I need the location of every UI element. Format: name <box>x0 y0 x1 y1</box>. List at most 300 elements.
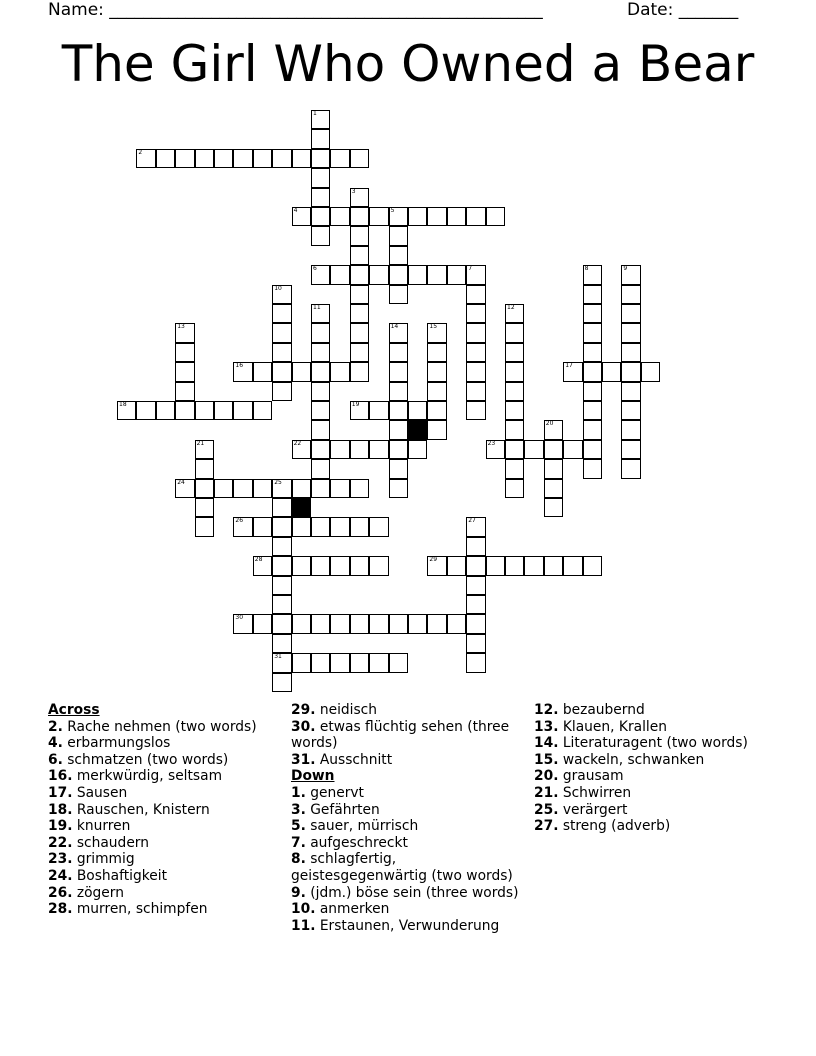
grid-cell[interactable] <box>156 149 175 168</box>
grid-cell[interactable] <box>214 479 233 498</box>
cell-number: 9 <box>623 265 628 273</box>
clue-text: zögern <box>72 884 124 901</box>
cell-number: 6 <box>313 265 317 273</box>
cell-number: 23 <box>487 439 496 447</box>
grid-cell[interactable] <box>369 653 388 672</box>
grid-cell[interactable] <box>292 207 311 226</box>
grid-cell[interactable] <box>136 401 155 420</box>
cell-number: 16 <box>235 362 244 370</box>
grid-cell[interactable] <box>311 382 330 401</box>
grid-cell[interactable] <box>583 382 602 401</box>
grid-cell[interactable] <box>117 401 136 420</box>
grid-cell[interactable] <box>427 323 446 342</box>
grid-cell[interactable] <box>350 343 369 362</box>
grid-cell[interactable] <box>311 226 330 245</box>
grid-cell[interactable] <box>311 614 330 633</box>
grid-cell[interactable] <box>466 614 485 633</box>
clue-item <box>291 851 531 884</box>
grid-cell[interactable] <box>350 556 369 575</box>
grid-cell[interactable] <box>350 265 369 284</box>
grid-cell[interactable] <box>466 537 485 556</box>
grid-cell[interactable] <box>505 323 524 342</box>
grid-cell[interactable] <box>175 323 194 342</box>
grid-cell[interactable] <box>311 323 330 342</box>
cell-number: 27 <box>468 517 476 525</box>
grid-cell[interactable] <box>427 420 446 439</box>
name-field-label[interactable]: Name: ___________________________________________________ <box>48 0 543 20</box>
cell-number: 11 <box>313 304 321 311</box>
grid-cell[interactable] <box>369 614 388 633</box>
grid-cell[interactable] <box>330 653 349 672</box>
grid-cell[interactable] <box>233 362 252 381</box>
grid-cell[interactable] <box>408 401 427 420</box>
clue-number: 23. <box>48 851 73 868</box>
grid-cell[interactable] <box>389 207 408 226</box>
grid-cell[interactable] <box>311 479 330 498</box>
grid-cell[interactable] <box>350 304 369 323</box>
clue-text: etwas flüchtig sehen (three words) <box>291 718 510 752</box>
grid-cell[interactable] <box>272 556 291 575</box>
grid-cell[interactable] <box>350 285 369 304</box>
grid-cell[interactable] <box>311 304 330 323</box>
grid-cell[interactable] <box>253 517 272 536</box>
grid-cell[interactable] <box>583 304 602 323</box>
grid-cell[interactable] <box>621 265 640 284</box>
clue-item <box>534 802 774 819</box>
clue-text: knurren <box>72 818 131 835</box>
grid-cell[interactable] <box>292 653 311 672</box>
grid-cell[interactable] <box>175 362 194 381</box>
clue-text: Gefährten <box>305 801 380 818</box>
grid-cell[interactable] <box>466 343 485 362</box>
grid-cell[interactable] <box>233 614 252 633</box>
cell-number: 26 <box>235 517 244 525</box>
grid-cell[interactable] <box>369 207 388 226</box>
grid-cell[interactable] <box>369 401 388 420</box>
grid-cell[interactable] <box>195 401 214 420</box>
grid-cell[interactable] <box>583 459 602 478</box>
grid-cell[interactable] <box>272 634 291 653</box>
grid-cell[interactable] <box>505 556 524 575</box>
grid-cell[interactable] <box>369 440 388 459</box>
grid-cell[interactable] <box>175 479 194 498</box>
grid-cell[interactable] <box>447 207 466 226</box>
grid-cell[interactable] <box>330 207 349 226</box>
grid-cell[interactable] <box>466 362 485 381</box>
grid-cell[interactable] <box>408 207 427 226</box>
grid-block <box>292 498 311 517</box>
grid-cell[interactable] <box>466 401 485 420</box>
grid-cell[interactable] <box>427 343 446 362</box>
grid-cell[interactable] <box>427 614 446 633</box>
grid-cell[interactable] <box>253 556 272 575</box>
clue-item <box>534 818 774 835</box>
grid-cell[interactable] <box>621 304 640 323</box>
grid-cell[interactable] <box>330 362 349 381</box>
grid-cell[interactable] <box>233 401 252 420</box>
grid-cell[interactable] <box>621 382 640 401</box>
cell-number: 20 <box>545 420 554 428</box>
clue-number: 5. <box>291 818 306 835</box>
grid-cell[interactable] <box>389 440 408 459</box>
grid-cell[interactable] <box>466 517 485 536</box>
grid-cell[interactable] <box>272 323 291 342</box>
clue-item <box>48 851 263 868</box>
clue-number: 15. <box>534 751 559 768</box>
grid-cell[interactable] <box>505 304 524 323</box>
clue-item <box>291 885 531 902</box>
cell-number: 4 <box>293 207 298 214</box>
cell-number: 1 <box>313 110 317 117</box>
grid-cell[interactable] <box>621 323 640 342</box>
grid-cell[interactable] <box>175 149 194 168</box>
clue-text: grausam <box>558 768 624 785</box>
grid-cell[interactable] <box>350 207 369 226</box>
grid-cell[interactable] <box>272 479 291 498</box>
grid-cell[interactable] <box>311 168 330 187</box>
grid-cell[interactable] <box>311 517 330 536</box>
grid-cell[interactable] <box>602 362 621 381</box>
grid-cell[interactable] <box>524 556 543 575</box>
grid-cell[interactable] <box>621 459 640 478</box>
grid-cell[interactable] <box>272 498 291 517</box>
grid-cell[interactable] <box>427 207 446 226</box>
grid-cell[interactable] <box>195 498 214 517</box>
grid-cell[interactable] <box>156 401 175 420</box>
clue-item <box>48 901 263 918</box>
grid-cell[interactable] <box>466 634 485 653</box>
clue-number: 16. <box>48 768 73 785</box>
grid-cell[interactable] <box>350 226 369 245</box>
grid-cell[interactable] <box>427 265 446 284</box>
grid-cell[interactable] <box>253 479 272 498</box>
grid-cell[interactable] <box>292 362 311 381</box>
clue-item <box>534 752 774 769</box>
grid-cell[interactable] <box>389 343 408 362</box>
grid-cell[interactable] <box>272 537 291 556</box>
grid-cell[interactable] <box>272 304 291 323</box>
grid-cell[interactable] <box>253 401 272 420</box>
grid-cell[interactable] <box>427 401 446 420</box>
grid-cell[interactable] <box>505 343 524 362</box>
clue-text: Sausen <box>72 784 128 801</box>
grid-cell[interactable] <box>272 362 291 381</box>
grid-cell[interactable] <box>466 285 485 304</box>
grid-cell[interactable] <box>621 362 640 381</box>
grid-cell[interactable] <box>389 265 408 284</box>
grid-cell[interactable] <box>447 614 466 633</box>
clue-number: 25. <box>534 801 559 818</box>
grid-cell[interactable] <box>505 459 524 478</box>
grid-cell[interactable] <box>195 517 214 536</box>
clue-item <box>48 818 263 835</box>
grid-cell[interactable] <box>311 129 330 148</box>
grid-cell[interactable] <box>524 440 543 459</box>
grid-cell[interactable] <box>350 149 369 168</box>
grid-cell[interactable] <box>427 382 446 401</box>
grid-cell[interactable] <box>330 517 349 536</box>
grid-cell[interactable] <box>350 440 369 459</box>
clue-number: 20. <box>534 768 559 785</box>
grid-cell[interactable] <box>563 440 582 459</box>
grid-cell[interactable] <box>641 362 660 381</box>
clue-item <box>48 719 263 736</box>
grid-cell[interactable] <box>583 265 602 284</box>
grid-cell[interactable] <box>389 362 408 381</box>
grid-cell[interactable] <box>330 149 349 168</box>
grid-cell[interactable] <box>195 459 214 478</box>
grid-cell[interactable] <box>350 479 369 498</box>
cell-number: 15 <box>429 323 438 331</box>
grid-cell[interactable] <box>311 110 330 129</box>
grid-cell[interactable] <box>466 323 485 342</box>
grid-cell[interactable] <box>466 207 485 226</box>
grid-cell[interactable] <box>389 323 408 342</box>
grid-cell[interactable] <box>214 149 233 168</box>
grid-cell[interactable] <box>350 188 369 207</box>
grid-cell[interactable] <box>272 343 291 362</box>
grid-cell[interactable] <box>233 149 252 168</box>
cell-number: 2 <box>138 148 143 156</box>
grid-cell[interactable] <box>621 420 640 439</box>
grid-cell[interactable] <box>330 479 349 498</box>
grid-cell[interactable] <box>486 207 505 226</box>
grid-cell[interactable] <box>311 420 330 439</box>
grid-cell[interactable] <box>544 440 563 459</box>
grid-cell[interactable] <box>311 653 330 672</box>
grid-cell[interactable] <box>311 401 330 420</box>
grid-cell[interactable] <box>505 362 524 381</box>
grid-cell[interactable] <box>427 556 446 575</box>
clue-number: 21. <box>534 784 559 801</box>
grid-cell[interactable] <box>621 285 640 304</box>
grid-cell[interactable] <box>466 576 485 595</box>
cell-number: 19 <box>351 401 360 408</box>
cell-number: 12 <box>507 304 515 311</box>
clue-number: 26. <box>48 884 73 901</box>
grid-cell[interactable] <box>175 382 194 401</box>
clue-item <box>48 768 263 785</box>
grid-cell[interactable] <box>408 265 427 284</box>
grid-cell[interactable] <box>311 343 330 362</box>
grid-cell[interactable] <box>486 440 505 459</box>
grid-cell[interactable] <box>272 576 291 595</box>
grid-cell[interactable] <box>175 401 194 420</box>
grid-cell[interactable] <box>195 440 214 459</box>
clue-number: 24. <box>48 867 73 884</box>
grid-cell[interactable] <box>369 265 388 284</box>
grid-cell[interactable] <box>272 285 291 304</box>
grid-cell[interactable] <box>389 226 408 245</box>
grid-cell[interactable] <box>311 440 330 459</box>
grid-cell[interactable] <box>350 517 369 536</box>
grid-cell[interactable] <box>175 343 194 362</box>
grid-cell[interactable] <box>563 556 582 575</box>
clue-number: 17. <box>48 784 73 801</box>
grid-cell[interactable] <box>408 614 427 633</box>
grid-cell[interactable] <box>544 459 563 478</box>
clue-text: Boshaftigkeit <box>72 867 167 884</box>
grid-cell[interactable] <box>583 343 602 362</box>
grid-cell[interactable] <box>272 595 291 614</box>
grid-cell[interactable] <box>447 265 466 284</box>
grid-cell[interactable] <box>505 401 524 420</box>
grid-cell[interactable] <box>350 653 369 672</box>
grid-cell[interactable] <box>621 440 640 459</box>
grid-cell[interactable] <box>427 362 446 381</box>
cell-number: 14 <box>390 323 399 331</box>
grid-cell[interactable] <box>583 323 602 342</box>
grid-cell[interactable] <box>311 265 330 284</box>
clue-number: 19. <box>48 818 73 835</box>
grid-cell[interactable] <box>330 556 349 575</box>
clue-text: Rache nehmen (two words) <box>62 718 257 735</box>
grid-cell[interactable] <box>544 420 563 439</box>
clue-item <box>534 702 774 719</box>
grid-cell[interactable] <box>447 556 466 575</box>
grid-cell[interactable] <box>195 149 214 168</box>
grid-cell[interactable] <box>389 382 408 401</box>
grid-cell[interactable] <box>292 517 311 536</box>
grid-cell[interactable] <box>389 614 408 633</box>
grid-cell[interactable] <box>369 517 388 536</box>
clue-text: schlagfertig, geistesgegenwärtig (two words) <box>291 851 513 884</box>
grid-cell[interactable] <box>466 595 485 614</box>
cell-number: 29 <box>429 556 438 564</box>
grid-cell[interactable] <box>389 285 408 304</box>
grid-cell[interactable] <box>195 479 214 498</box>
grid-cell[interactable] <box>389 420 408 439</box>
grid-cell[interactable] <box>292 556 311 575</box>
clue-text: Schwirren <box>558 784 632 801</box>
clue-number: 13. <box>534 718 559 735</box>
grid-cell[interactable] <box>621 343 640 362</box>
grid-cell[interactable] <box>253 362 272 381</box>
grid-cell[interactable] <box>350 323 369 342</box>
grid-cell[interactable] <box>466 653 485 672</box>
cell-number: 13 <box>177 323 185 331</box>
grid-cell[interactable] <box>563 362 582 381</box>
cell-number: 17 <box>565 362 573 370</box>
clue-item <box>48 735 263 752</box>
grid-cell[interactable] <box>272 653 291 672</box>
grid-cell[interactable] <box>505 440 524 459</box>
clue-text: Literaturagent (two words) <box>558 735 748 752</box>
grid-cell[interactable] <box>544 556 563 575</box>
grid-cell[interactable] <box>272 673 291 692</box>
grid-cell[interactable] <box>389 401 408 420</box>
grid-cell[interactable] <box>292 614 311 633</box>
grid-cell[interactable] <box>350 362 369 381</box>
grid-cell[interactable] <box>311 459 330 478</box>
grid-cell[interactable] <box>466 382 485 401</box>
grid-cell[interactable] <box>466 556 485 575</box>
grid-cell[interactable] <box>583 401 602 420</box>
clue-item <box>48 752 263 769</box>
grid-cell[interactable] <box>311 207 330 226</box>
clue-text: verärgert <box>558 801 628 818</box>
grid-cell[interactable] <box>389 479 408 498</box>
grid-cell[interactable] <box>544 498 563 517</box>
clue-text: sauer, mürrisch <box>305 818 419 835</box>
date-field-label[interactable]: Date: _______ <box>627 0 739 20</box>
grid-cell[interactable] <box>350 401 369 420</box>
grid-cell[interactable] <box>272 614 291 633</box>
clue-item <box>48 835 263 852</box>
clue-number: 7. <box>291 834 306 851</box>
grid-cell[interactable] <box>389 246 408 265</box>
grid-cell[interactable] <box>621 401 640 420</box>
clue-text: aufgeschreckt <box>305 834 408 851</box>
grid-cell[interactable] <box>505 382 524 401</box>
grid-cell[interactable] <box>466 265 485 284</box>
grid-cell[interactable] <box>311 362 330 381</box>
clue-item <box>534 768 774 785</box>
grid-cell[interactable] <box>330 440 349 459</box>
grid-cell[interactable] <box>311 188 330 207</box>
grid-cell[interactable] <box>272 382 291 401</box>
grid-cell[interactable] <box>311 149 330 168</box>
clue-text: murren, schimpfen <box>72 901 208 918</box>
grid-cell[interactable] <box>136 149 155 168</box>
grid-cell[interactable] <box>292 479 311 498</box>
grid-cell[interactable] <box>583 420 602 439</box>
grid-cell[interactable] <box>272 517 291 536</box>
grid-cell[interactable] <box>350 246 369 265</box>
grid-cell[interactable] <box>389 653 408 672</box>
grid-cell[interactable] <box>253 614 272 633</box>
clue-item <box>534 785 774 802</box>
clue-number: 31. <box>291 751 316 768</box>
grid-cell[interactable] <box>292 149 311 168</box>
grid-cell[interactable] <box>330 265 349 284</box>
grid-cell[interactable] <box>233 479 252 498</box>
grid-cell[interactable] <box>408 440 427 459</box>
clue-number: 10. <box>291 901 316 918</box>
clue-text: schaudern <box>72 834 149 851</box>
grid-cell[interactable] <box>505 479 524 498</box>
cell-number: 28 <box>254 556 263 564</box>
grid-cell[interactable] <box>544 479 563 498</box>
grid-cell[interactable] <box>369 556 388 575</box>
grid-cell[interactable] <box>505 420 524 439</box>
clue-column-3 <box>534 702 774 835</box>
grid-cell[interactable] <box>292 440 311 459</box>
grid-cell[interactable] <box>583 362 602 381</box>
clue-number: 29. <box>291 702 316 718</box>
grid-cell[interactable] <box>233 517 252 536</box>
grid-cell[interactable] <box>583 440 602 459</box>
grid-cell[interactable] <box>253 149 272 168</box>
grid-cell[interactable] <box>214 401 233 420</box>
grid-cell[interactable] <box>330 614 349 633</box>
clue-item <box>534 719 774 736</box>
grid-cell[interactable] <box>389 459 408 478</box>
grid-cell[interactable] <box>583 285 602 304</box>
grid-cell[interactable] <box>466 304 485 323</box>
grid-cell[interactable] <box>272 149 291 168</box>
grid-cell[interactable] <box>486 556 505 575</box>
clue-item <box>291 719 531 752</box>
clue-text: streng (adverb) <box>558 818 671 835</box>
clue-text: erbarmungslos <box>62 735 171 752</box>
grid-cell[interactable] <box>311 556 330 575</box>
grid-cell[interactable] <box>350 614 369 633</box>
grid-cell[interactable] <box>583 556 602 575</box>
clue-item <box>291 702 531 719</box>
clue-number: 3. <box>291 801 306 818</box>
clue-item <box>48 802 263 819</box>
